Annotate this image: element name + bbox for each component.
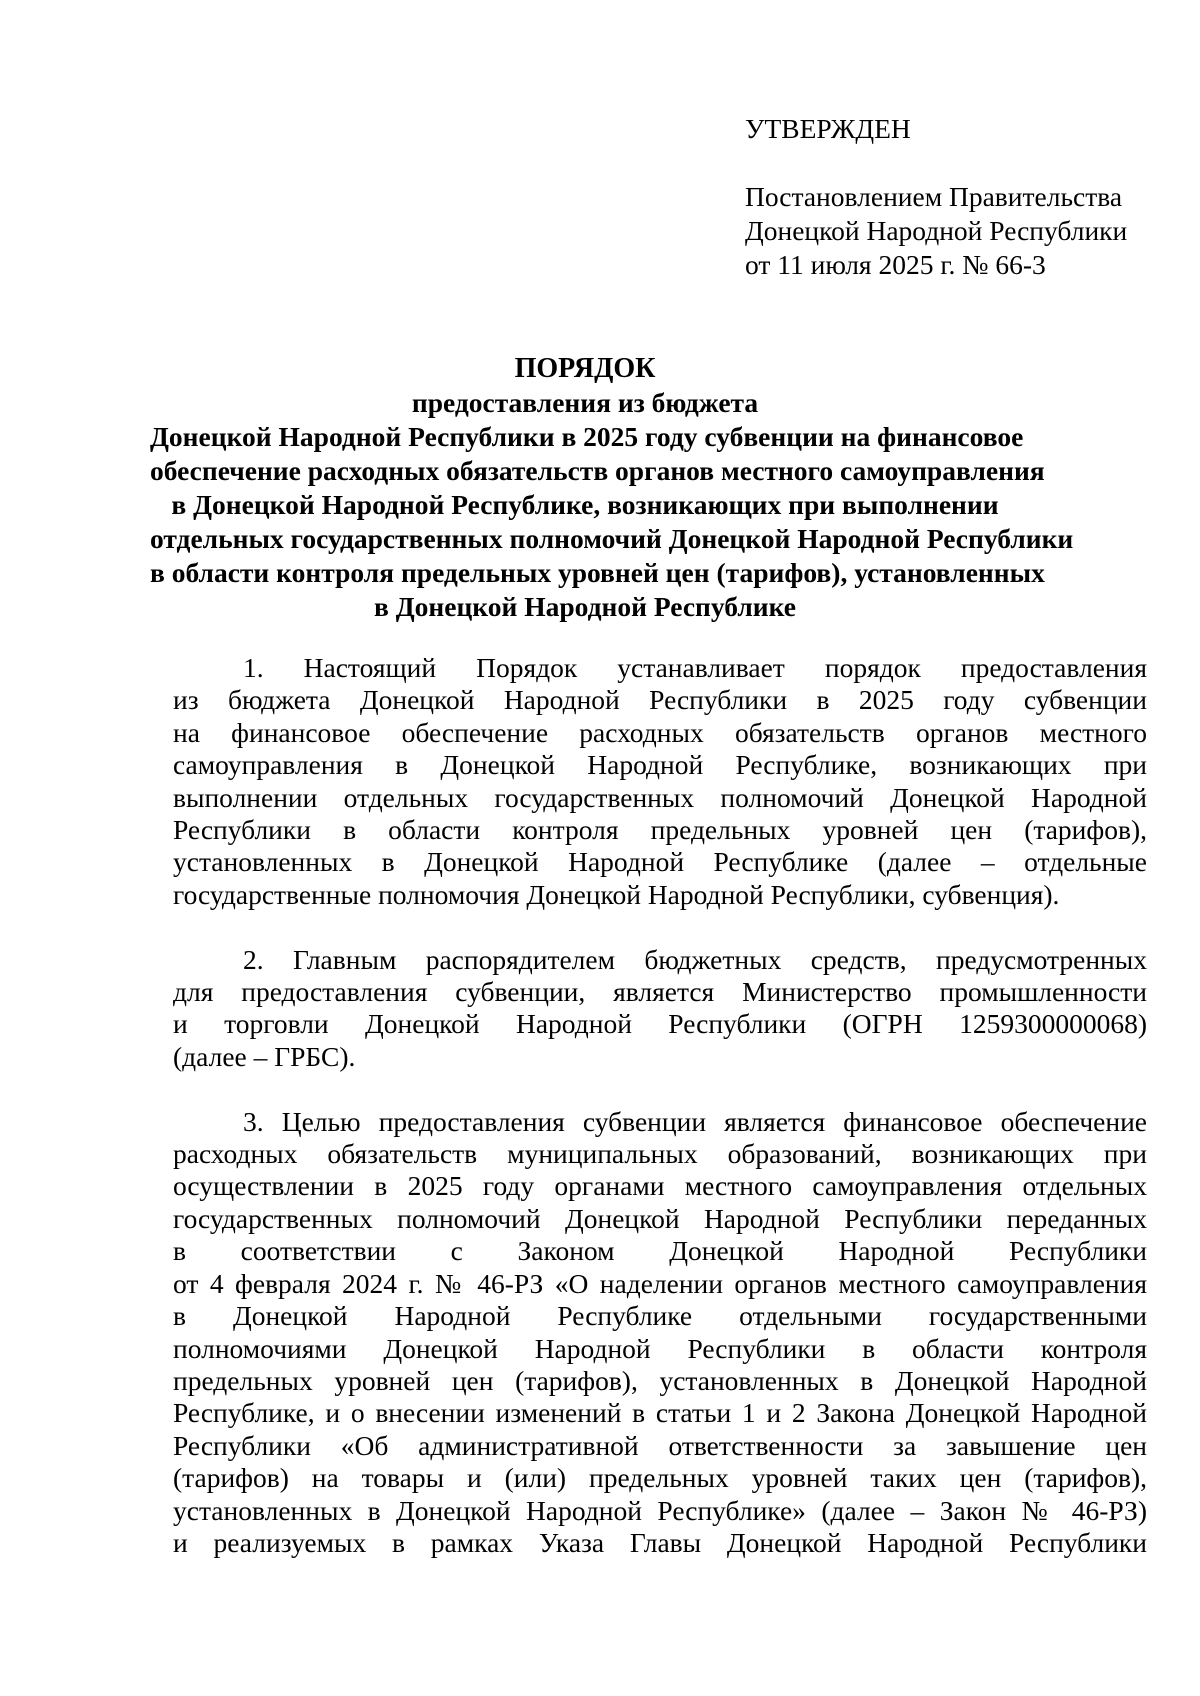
paragraph-line: и торговли Донецкой Народной Республики (ОГРН 1259300000068) [173,1008,1147,1040]
paragraph-3 [173,1106,1147,1560]
paragraph-line: государственные полномочия Донецкой Народной Республики, субвенция). [173,878,1060,910]
paragraph-line: от 4 февраля 2024 г. № 46-РЗ «О наделении органов местного самоуправления [173,1267,1147,1299]
paragraph-line: самоуправления в Донецкой Народной Республике, возникающих при [173,749,1147,781]
title-line: обеспечение расходных обязательств органов местного самоуправления [150,455,1045,486]
document-body [173,652,1147,1559]
paragraph-2 [173,944,1147,1074]
approval-stamp-word: УТВЕРЖДЕН [745,113,911,144]
paragraph-line: установленных в Донецкой Народной Республике» (далее – Закон № 46-РЗ) [173,1494,1147,1526]
paragraph-line: Республики в области контроля предельных уровней цен (тарифов), [173,814,1147,846]
paragraph-line: осуществлении в 2025 году органами местного самоуправления отдельных [173,1170,1147,1202]
paragraph-line: (тарифов) на товары и (или) предельных уровней таких цен (тарифов), [173,1462,1147,1494]
approval-stamp [745,112,1165,282]
paragraph-line: государственных полномочий Донецкой Народной Республики переданных [173,1202,1147,1234]
paragraph-spacer [173,911,1147,943]
paragraph-line: предельных уровней цен (тарифов), установленных в Донецкой Народной [173,1364,1147,1396]
paragraph-line: Республике, и о внесении изменений в статьи 1 и 2 Закона Донецкой Народной [173,1397,1147,1429]
paragraph-line: (далее – ГРБС). [173,1040,356,1072]
approval-line: Донецкой Народной Республики [745,215,1128,246]
paragraph-line: в Донецкой Народной Республике отдельными государственными [173,1300,1147,1332]
paragraph-line: 1. Настоящий Порядок устанавливает порядок предоставления [243,652,1147,683]
title-line: в области контроля предельных уровней цен (тарифов), установленных [150,557,1045,588]
paragraph-line: Республики «Об административной ответственности за завышение цен [173,1429,1147,1461]
paragraph-line: полномочиями Донецкой Народной Республики в области контроля [173,1332,1147,1364]
title-line: отдельных государственных полномочий Донецкой Народной Республики [150,523,1074,554]
paragraph-line: 3. Целью предоставления субвенции является финансовое обеспечение [243,1105,1147,1137]
paragraph-line: расходных обязательств муниципальных образований, возникающих при [173,1138,1147,1170]
paragraph-1 [173,652,1147,911]
paragraph-line: в соответствии с Законом Донецкой Народной Республики [173,1235,1147,1267]
title-line: в Донецкой Народной Республике, возникающих при выполнении [171,489,999,520]
approval-line: Постановлением Правительства [745,181,1123,212]
approval-line: от 11 июля 2025 г. № 66-3 [745,249,1046,280]
document-title-block [150,352,1074,624]
paragraph-line: и реализуемых в рамках Указа Главы Донецкой Народной Республики [173,1526,1147,1558]
paragraph-line: на финансовое обеспечение расходных обязательств органов местного [173,716,1147,748]
title-line: в Донецкой Народной Республике [374,591,796,622]
paragraph-line: установленных в Донецкой Народной Республике (далее – отдельные [173,846,1147,878]
title-line: Донецкой Народной Республики в 2025 году субвенции на финансовое [150,421,1024,452]
paragraph-line: 2. Главным распорядителем бюджетных средств, предусмотренных [243,943,1147,975]
paragraph-line: выполнении отдельных государственных полномочий Донецкой Народной [173,781,1147,813]
paragraph-line: из бюджета Донецкой Народной Республики в 2025 году субвенции [173,684,1147,716]
paragraph-spacer [173,1073,1147,1105]
title-line: предоставления из бюджета [411,387,759,418]
document-title: ПОРЯДОК [514,353,656,384]
paragraph-line: для предоставления субвенции, является Министерство промышленности [173,976,1147,1008]
